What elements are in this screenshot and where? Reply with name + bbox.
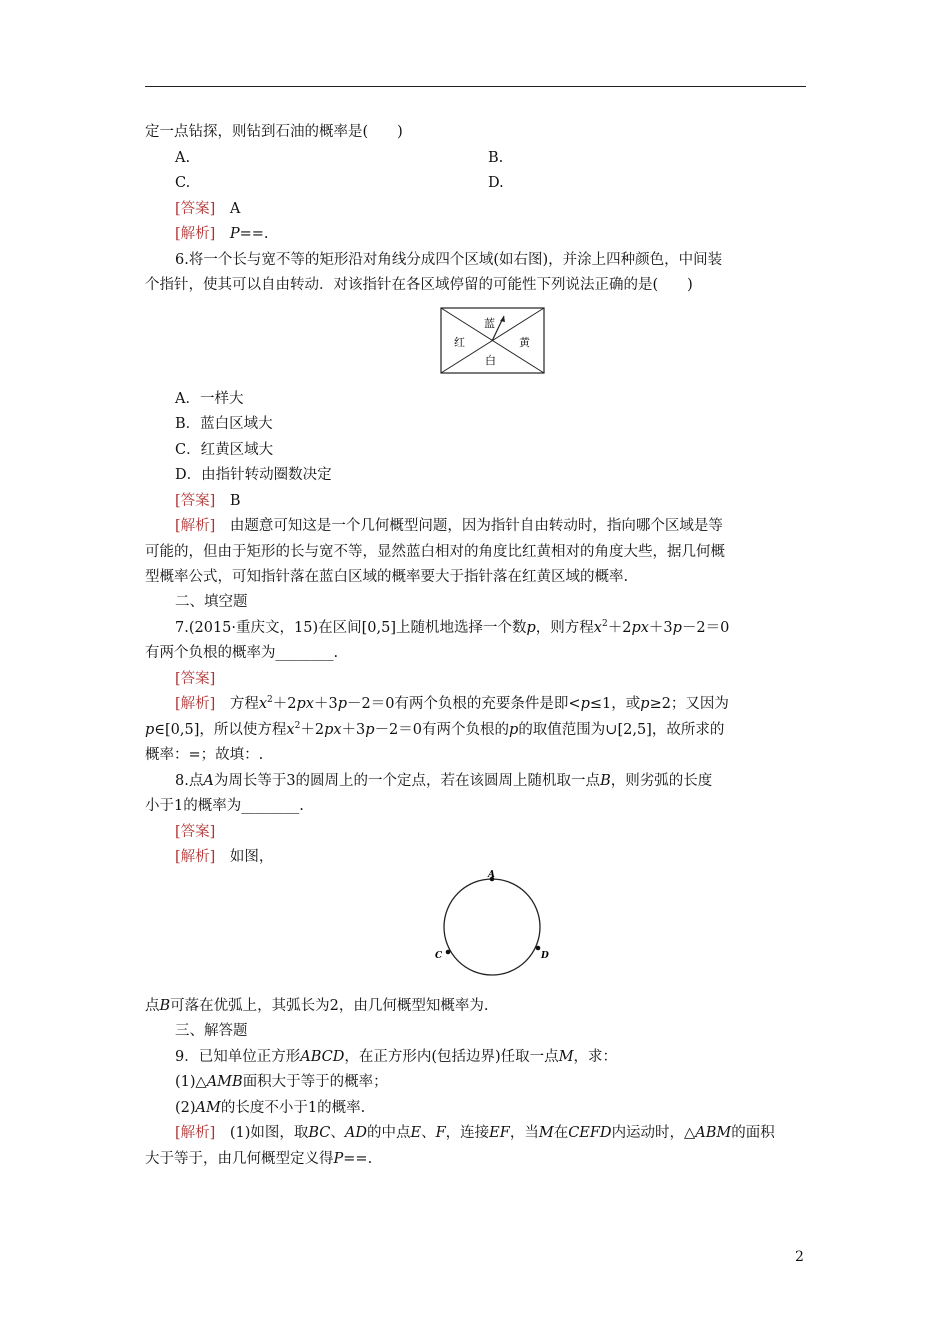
q6-line1: 6.将一个长与宽不等的矩形沿对角线分成四个区域(如右图)，并涂上四种颜色，中间装	[175, 252, 723, 268]
q7-line2: 有两个负根的概率为________.	[145, 645, 339, 661]
answer-tag: [答案]	[175, 671, 216, 687]
q5-analysis-rest: ==.	[239, 226, 269, 242]
analysis-tag: [解析]	[175, 226, 216, 242]
q7-answer	[175, 670, 215, 688]
q8-line2: 小于1的概率为________.	[145, 798, 304, 814]
q6-rectangle-figure	[440, 307, 546, 375]
point-d-label: D	[541, 951, 549, 961]
q9-part1: (1)△AMB面积大于等于的概率；	[175, 1074, 388, 1090]
q5-option-c: C.	[175, 175, 191, 191]
q6-analysis-line2: 可能的，但由于矩形的长与宽不等，显然蓝白相对的角度比红黄相对的角度大些，据几何概	[145, 544, 725, 560]
q5-answer	[175, 200, 240, 218]
page-number: 2	[795, 1249, 804, 1265]
q9-analysis-line2: 大于等于，由几何概型定义得P==.	[145, 1151, 373, 1167]
q8-analysis	[175, 848, 273, 866]
q6-line2: 个指针，使其可以自由转动．对该指针在各区域停留的可能性下列说法正确的是( )	[145, 277, 693, 293]
region-top-label: 蓝	[484, 317, 495, 330]
header-rule	[145, 86, 806, 87]
q7-analysis-line2: p∈[0,5]，所以使方程$x^2+2px+3p-2=0$有两个负根的p的取值范围为∪[2,5]，故所求的	[145, 721, 725, 738]
q6-option-a: A．一样大	[175, 391, 244, 407]
q6-answer-value: B	[229, 493, 241, 509]
region-bottom-label: 白	[485, 354, 496, 367]
q6-option-b: B．蓝白区域大	[175, 416, 273, 432]
analysis-tag: [解析]	[175, 518, 216, 534]
q6-option-c: C．红黄区域大	[175, 442, 274, 458]
q8-conclusion: 点B可落在优弧上，其弧长为2，由几何概型知概率为.	[145, 998, 489, 1014]
answer-tag: [答案]	[175, 824, 216, 840]
var-p: P	[229, 226, 240, 242]
point-a-label: A	[488, 870, 495, 880]
q8-line1: 8.点A为周长等于3的圆周上的一个定点，若在该圆周上随机取一点B，则劣弧的长度	[175, 773, 713, 789]
region-right-label: 黄	[519, 336, 530, 349]
q8-answer	[175, 823, 215, 841]
section-solutions: 三、解答题	[175, 1023, 248, 1039]
q8-analysis-text: 如图，	[229, 849, 274, 865]
q9-part2: (2)AM的长度不小于1的概率.	[175, 1100, 366, 1116]
q5-option-d: D.	[488, 175, 504, 191]
q7-line1: 7.(2015·重庆文，15)在区间[0,5]上随机地选择一个数p，则方程$x^2+2px+3p-2=0$	[175, 619, 730, 636]
q6-analysis-text: 由题意可知这是一个几何概型问题，因为指针自由转动时，指向哪个区域是等	[229, 518, 723, 534]
point-c-label: C	[435, 951, 443, 961]
section-fill-in: 二、填空题	[175, 594, 248, 610]
q5-tail: 定一点钻探，则钻到石油的概率是( )	[145, 124, 403, 140]
q5-option-b: B.	[488, 150, 504, 166]
q6-analysis-line1	[175, 517, 723, 535]
q7-analysis-line3: 概率：=；故填：.	[145, 747, 264, 763]
q8-circle-figure	[430, 868, 554, 986]
q5-answer-value: A	[229, 201, 241, 217]
q5-analysis	[175, 225, 269, 243]
q9-analysis-line1: [解析] (1)如图，取BC、AD的中点E、F，连接EF，当M在CEFD内运动时，△ABM的面积	[175, 1125, 775, 1141]
q6-analysis-line3: 型概率公式，可知指针落在蓝白区域的概率要大于指针落在红黄区域的概率.	[145, 569, 629, 585]
q6-option-d: D．由指针转动圈数决定	[175, 467, 332, 483]
q5-option-a: A.	[175, 150, 191, 166]
q7-analysis-line1: [解析] 方程$x^2+2px+3p-2=0$有两个负根的充要条件是即<p≤1，或p≥2；又因为	[175, 695, 729, 712]
answer-tag: [答案]	[175, 493, 216, 509]
analysis-tag: [解析]	[175, 849, 216, 865]
q6-answer	[175, 492, 240, 510]
region-left-label: 红	[454, 336, 465, 349]
q9-line1: 9．已知单位正方形ABCD，在正方形内(包括边界)任取一点M，求：	[175, 1049, 618, 1065]
answer-tag: [答案]	[175, 201, 216, 217]
